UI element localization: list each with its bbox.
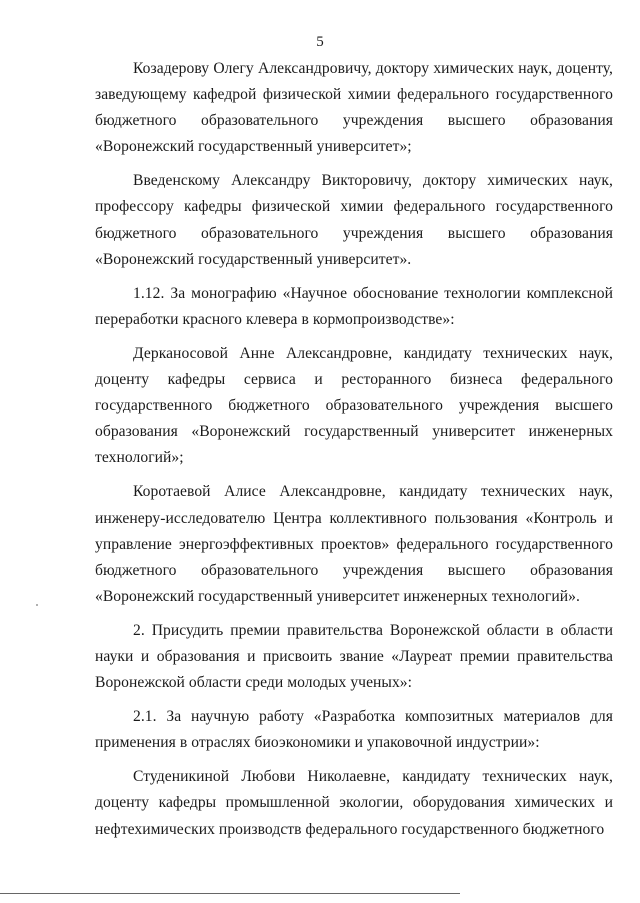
paragraph-item-1-12: 1.12. За монографию «Научное обоснование технологии комплексной переработки красного клевера в кормопроизводстве»: <box>95 284 613 328</box>
paragraph-vvedensky: Введенскому Александру Викторовичу, доктору химических наук, профессору кафедры физической химии федерального государственного бюджетного образовательного учреждения высшего образования «Воронежский государственный университет». <box>95 172 613 268</box>
document-body <box>95 56 613 843</box>
page-number: 5 <box>316 34 324 50</box>
paragraph-korotaeva: Коротаевой Алисе Александровне, кандидату технических наук, инженеру-исследователю Центра коллективного пользования «Контроль и управление энергоэффективных проектов» федерального государственного бюджетного образовательного учреждения высшего образования «Воронежский государственный университет инженерных технологий». <box>95 483 613 605</box>
paragraph-item-2: 2. Присудить премии правительства Воронежской области в области науки и образования и присвоить звание «Лауреат премии правительства Воронежской области среди молодых ученых»: <box>95 621 613 692</box>
footer-rule <box>0 893 460 894</box>
paragraph-item-2-1: 2.1. За научную работу «Разработка композитных материалов для применения в отраслях биоэкономики и упаковочной индустрии»: <box>95 708 613 752</box>
paragraph-kozaderov: Козадерову Олегу Александровичу, доктору химических наук, доценту, заведующему кафедрой физической химии федерального государственного бюджетного образовательного учреждения высшего образования «Воронежский государственный университет»; <box>95 60 613 156</box>
paragraph-studenikina: Студеникиной Любови Николаевне, кандидату технических наук, доценту кафедры промышленной экологии, оборудования химических и нефтехимических производств федерального государственного бюджетного <box>95 768 613 838</box>
margin-mark <box>36 604 38 606</box>
paragraph-derkanosova: Дерканосовой Анне Александровне, кандидату технических наук, доценту кафедры сервиса и ресторанного бизнеса федерального государственного бюджетного образовательного учреждения высшего образования «Воронежский государственный университет инженерных технологий»; <box>95 344 613 467</box>
